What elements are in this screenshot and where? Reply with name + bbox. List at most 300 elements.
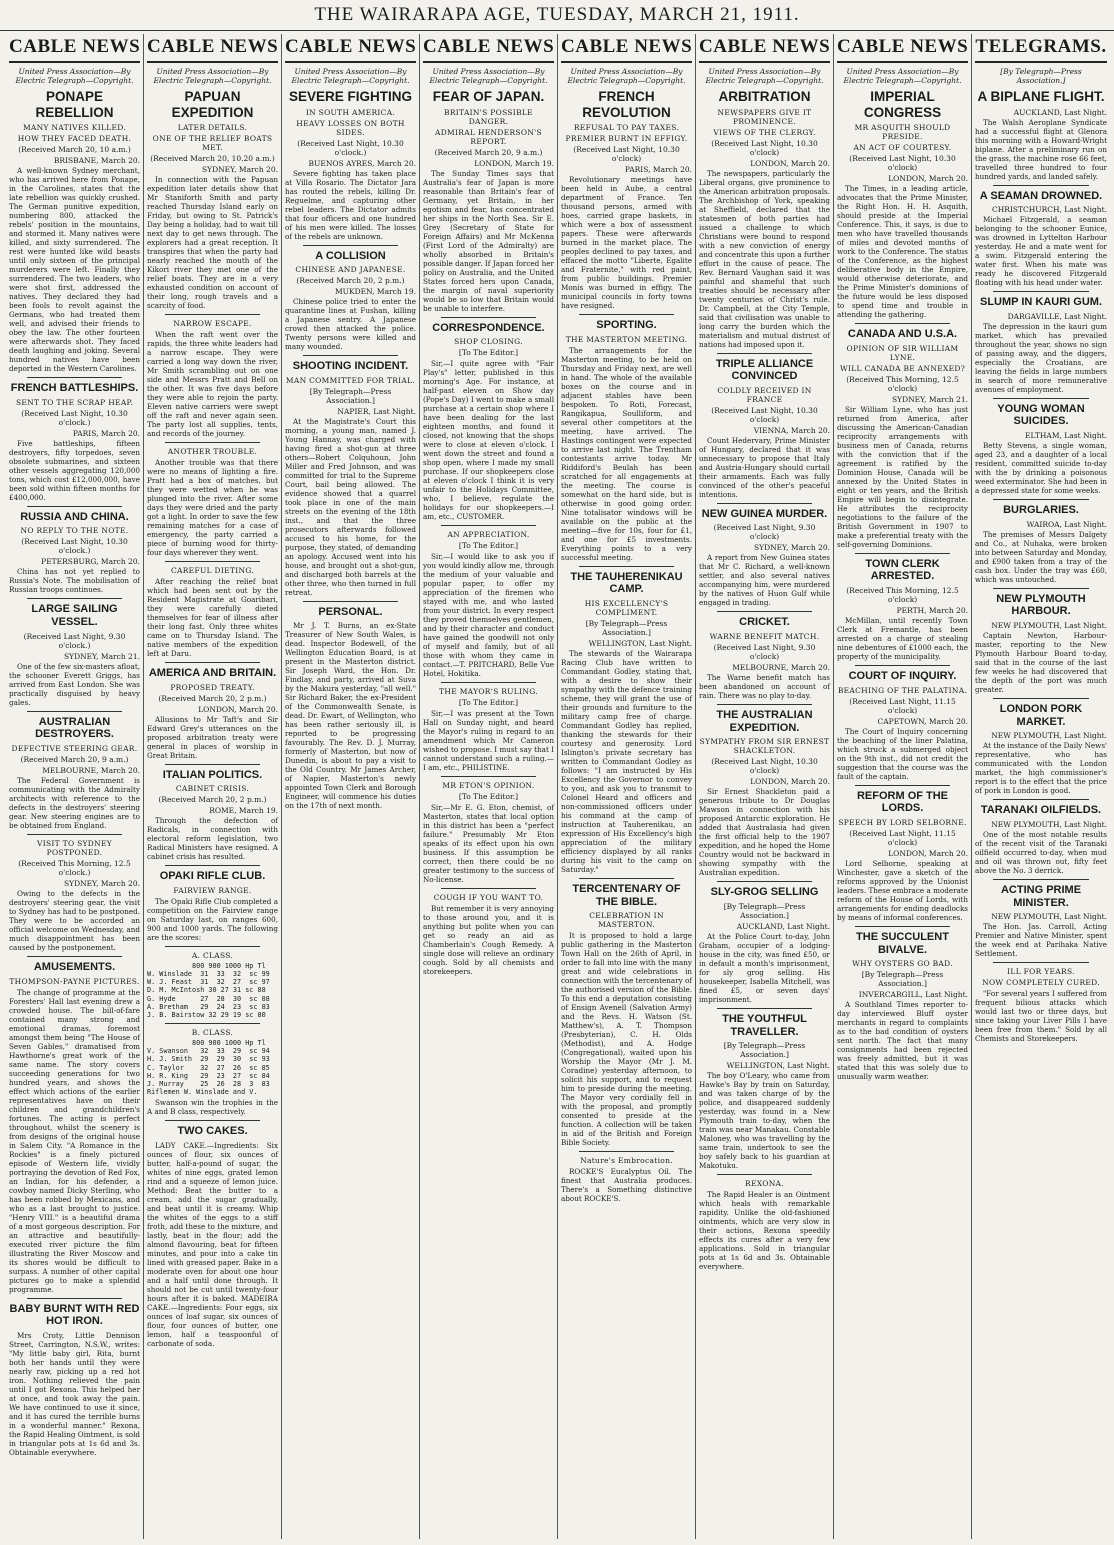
section-rule [855,665,950,666]
article-headline: PERSONAL. [318,605,383,618]
article-place: AUCKLAND, Last Night. [1013,107,1107,117]
section-rule [165,442,260,443]
section-rule [27,377,122,378]
article-place: SYDNEY, March 21. [892,394,968,404]
article-place: NAPIER, Last Night. [337,406,416,416]
article [699,1174,830,1271]
article-place: AUCKLAND, Last Night. [736,922,830,931]
article-headline: TARANAKI OILFIELDS. [980,804,1102,817]
article [9,1298,140,1457]
article [561,566,692,874]
masthead: THE WAIRARAPA AGE, TUESDAY, MARCH 21, 1911. [0,0,1114,31]
article-headline: SPORTING. [596,319,657,332]
article [423,317,554,522]
article-headline: SLY-GROG SELLING [710,886,819,899]
section-rule [165,946,260,947]
article-dateline: (Received This Morning, 12.5 o'clock.) [18,858,131,877]
section-rule [165,561,260,562]
article [561,314,692,562]
article-headline: BABY BURNT WITH RED HOT IRON. [9,1302,140,1328]
article-subhead: A. CLASS. [191,950,234,960]
article [699,611,830,700]
article [147,1120,278,1348]
article [837,926,968,1081]
section-rule [165,662,260,663]
article-place: NEW PLYMOUTH, Last Night. [991,731,1107,741]
article-dateline: [By Telegraph—Press Association.] [723,902,806,920]
article [9,377,140,502]
article-body: Captain Newton, Harbour-master, reporting to the New Plymouth Harbour Board to-day, said that in the course of the last few weeks he had discovered that the depth of the port was much greater. [975,631,1107,694]
article-dateline: (Received Last Night, 9.30 o'clock.) [23,631,126,650]
article-subhead: DEFECTIVE STEERING GEAR. [11,743,138,753]
article [699,1008,830,1170]
section-rule [27,598,122,599]
article [147,764,278,862]
article [423,525,554,678]
section-rule [579,314,674,315]
column-head: CABLE NEWS [285,34,416,63]
article-dateline: [To The Editor.] [458,698,519,708]
section-rule [303,355,398,356]
section-rule [27,834,122,835]
article [423,89,554,313]
article-body: China has not yet replied to Russia's Note. The mobilisation of Russian troops continues. [9,567,140,595]
section-rule [579,566,674,567]
press-credit: United Press Association—By Electric Telegraph—Copyright. [153,67,272,85]
article-subhead: MR ASQUITH SHOULD PRESIDE. [854,123,951,142]
article-dateline: (Received Last Night, 11.15 o'clock) [849,828,956,847]
article-headline: CANADA AND U.S.A. [847,328,958,341]
article-dateline: (Received March 20, 9 a.m.) [434,147,543,157]
press-credit: United Press Association—By Electric Telegraph—Copyright. [15,67,134,85]
column-head: CABLE NEWS [147,34,278,63]
article-headline: TERCENTENARY OF THE BIBLE. [572,882,681,908]
article-body: At the instance of the Daily News' representative, who has communicated with the London market, the high commissioner's report is to the effect that the price of pork in London is good. [975,741,1107,796]
article-subhead: PROPOSED TREATY. [170,682,255,692]
article-subhead: SYMPATHY FROM SIR ERNEST SHACKLETON. [699,737,830,756]
press-credit: United Press Association—By Electric Telegraph—Copyright. [705,67,824,85]
article-body: The Rapid Healer is an Ointment which heals with remarkable rapidity. Unlike the old-fashioned ointments, which are very slow in their actions, Rexona speedily effects its cures after a very few applications. Sold in triangular pots at 1s 6d and 3s. Obtainable everywhere. [699,1190,830,1272]
article-dateline: (Received March 20, 2 p.m.) [296,276,405,286]
article-place: NEW PLYMOUTH, Last Night. [991,819,1107,829]
article-headline: OPAKI RIFLE CLUB. [159,870,266,883]
section-rule [441,776,536,777]
article-place: SYDNEY, March 20. [754,543,830,553]
article-body: One of the few six-masters afloat, the schooner Everett Griggs, has arrived from East London. She was practically disguised by heavy gales. [9,661,140,707]
article-subhead: MAN COMMITTED FOR TRIAL. [285,375,416,385]
article-headline: IMPERIAL CONGRESS [863,89,942,120]
article-body: A Southland Times reporter to-day interviewed Bluff oyster merchants in regard to complaints as to the bad condition of oysters sent north. The fact that many consignments had been rejected was freely admitted, but it was stated that this was solely due to unusually warm weather. [837,1000,968,1082]
article-body: The Walsh Aeroplane Syndicate had a successful flight at Glenora this morning with a Howard-Wright biplane. After a preliminary run on the grass, the machine rose 66 feet, travelled three hundred to four hundred yards, and landed safely. [975,117,1107,181]
article-subhead: CELEBRATION IN MASTERTON. [589,911,664,930]
article-headline: PAPUAN EXPEDITION [171,89,254,120]
article-subhead-2: VIEWS OF THE CLERGY. [713,127,816,137]
article-headline: A COLLISION [315,249,386,262]
article-body: It is proposed to hold a large public gathering in the Masterton Town Hall on the 26th of April, in order to fall into line with the many great and wide celebrations in connection with the tercentenary of the authorised version of the Bible. To this end a deputation consisting of Ensign Avenell (Salvation Army) and the Revs. H. Watson (St. Matthew's), A. T. Thompson (Presbyterian), C. H. Olds (Methodist), and A. Hodge (Congregational), waited upon his Worship the Mayor (Mr J. M. Coradine) yesterday afternoon, to solicit his support, and to request him to preside during the meeting. The Mayor very cordially fell in with the proposal, and promptly consented to preside at the function. A collection will be taken in aid of the British and Foreign Bible Society. [561,931,692,1148]
article-subhead: WARNE BENEFIT MATCH. [709,632,820,642]
article-place: WELLINGTON, Last Night. [588,638,692,648]
article-subhead: NARROW ESCAPE. [173,319,252,329]
article-body: But remember it is very annoying to those around you, and it is anything but polite when you can get so ready an aid as Chamberlain's Cough Remedy. A single dose will relieve an ordinary cough. Sold by all chemists and storekeepers. [423,904,554,977]
article-body: Revolutionary meetings have been held in Aube, a central department of France. Ten thousand persons, armed with hoes, carried grape baskets, in which were a box of assessment papers. These were afterwards burned in the market place. The peoples declined to pay taxes, and effaced the motto "Liberte, Egalite and Fraternite," with red paint, from public buildings. Premier Monis was burned in effigy. The municipal councils in forty towns have resigned. [561,175,692,311]
article-subhead: CABINET CRISIS. [175,784,250,794]
article-body: One of the most notable results of the recent visit of the Taranaki oilfield occurred to-day, when mud and oil was thrown out, fifty feet above the No. 3 derrick. [975,829,1107,875]
article-dateline: (Received Last Night, 10.30 o'clock.) [21,537,128,556]
article-subhead: THOMPSON-PAYNE PICTURES. [9,976,140,986]
section-rule [855,553,950,554]
article-headline: ARBITRATION [718,89,811,104]
article-subhead: OPINION OF SIR WILLIAM LYNE. [846,343,959,362]
article-place: PERTH, March 20. [896,605,968,615]
article-headline: THE YOUTHFUL TRAVELLER. [722,1013,807,1038]
article-dateline: (Received March 20, 10.20 a.m.) [150,154,275,164]
article [975,398,1107,495]
section-rule [993,499,1089,500]
press-credit: United Press Association—By Electric Telegraph—Copyright. [567,67,686,85]
section-rule [165,764,260,765]
article [147,89,278,310]
article-body: A well-known Sydney merchant, who has arrived here from Ponape, in the Carolines, states that the late rebellion was quickly crushed. The German punitive expedition, numbering 800, attacked the rebels' position in the mountains, and stormed it. Many natives were killed, and sixty surrendered. The rest were hunted like wild beasts until only sixteen of the principal murderers were left. Finally they surrendered. The two leaders, who were shot first, addressed the natives. They declared they had been fools to revolt against the Germans, who had treated them well, and advised their friends to obey the law. The other fourteen were afterwards shot. They faced death laughing and joking. Several hundred natives have been deported in the Western Carolines. [9,166,140,374]
article [9,506,140,595]
article [285,355,416,597]
article-headline: BURGLARIES. [1003,504,1079,517]
article-dateline: [To The Editor.] [458,348,519,358]
column-2 [144,34,282,1539]
article-body: Sir,—I would like to ask you if you would kindly allow me, through the medium of your valuable and popular paper, to offer my appreciation of the firemen who stayed with me, and who lasted from your district. In every respect they proved themselves gentlemen, and by their character and conduct have gained the goodwill not only of myself and family, but of all those with whom they came in contact.—T. PRITCHARD, Belle Vue Hotel, Hokitika. [423,552,554,679]
article-headline: AUSTRALIAN DESTROYERS. [35,715,114,741]
article-headline: TOWN CLERK ARRESTED. [865,557,940,583]
article-place: SYDNEY, March 21. [64,651,140,661]
article-headline: SLUMP IN KAURI GUM. [979,296,1103,309]
article-subhead: COUGH IF YOU WANT TO. [433,893,544,903]
article-place: VIENNA, March 20. [753,425,830,435]
section-rule [993,588,1089,589]
article-place: LONDON, March 20. [198,704,278,714]
section-rule [855,323,950,324]
article-body: After reaching the relief boat which had been sent out by the Resident Magistrate at Goaribari, they were carefully dieted themselves for fear of illness after their long fast. Only three whites came on to Thursday Island. The native members of the expedition left at Daru. [147,577,278,659]
column-head: CABLE NEWS [561,34,692,63]
article [699,89,830,349]
column-head: TELEGRAMS. [975,34,1107,63]
article-place: MELBOURNE, March 20. [732,663,830,673]
article-subhead-2: ONE OF THE RELIEF BOATS MET. [152,134,273,153]
article-dateline: (Received Last Night, 10.30 o'clock) [711,757,818,776]
article-place: CHRISTCHURCH, Last Night. [991,205,1107,215]
section-rule [441,888,536,889]
article-place: MUKDEN, March 19. [334,287,416,297]
section-rule [27,1298,122,1299]
article-subhead: FAIRVIEW RANGE. [173,885,252,895]
article-headline: FRENCH BATTLESHIPS. [10,382,139,395]
article-subhead-2: AN ACT OF COURTESY. [853,143,952,153]
column-5 [558,34,696,1539]
article [837,553,968,661]
article-body: At the Police Court to-day, John Graham, occupier of a lodging-house in the city, was fined £50, or in default a month's imprisonment, for sly grog selling. His housekeeper, Isabella Mitchell, was fined £5, or seven days' imprisonment. [699,932,830,1004]
article-place: BUENOS AYRES, March 20. [308,158,416,168]
article-dateline: [To The Editor.] [458,792,519,802]
article-dateline: (Received Last Night, 10.30 o'clock) [573,145,680,164]
article-subhead: WHY OYSTERS GO BAD. [852,959,953,969]
article-body: The premises of Messrs Dalgety and Co., at Nuhaka, were broken into between Saturday and Monday, and £900 taken from a tray of the cash box. Under the tray was £60, which was untouched. [975,529,1107,584]
article-headline: THE TAUHERENIKAU CAMP. [570,570,683,596]
article-headline: A SEAMAN DROWNED. [979,189,1103,202]
article-place: PARIS, March 20. [72,428,140,438]
section-rule [165,314,260,315]
article-body: A report from New Guinea states that Mr C. Richard, a well-known settler, and also several natives accompanying him, were murdered by the natives of Huon Gulf while engaged in trading. [699,553,830,608]
article-subhead: MR ETON'S OPINION. [442,781,535,791]
press-credit: United Press Association—By Electric Telegraph—Copyright. [429,67,548,85]
article [9,89,140,373]
article-body: "For several years I suffered from frequent bilious attacks which would last two or three days, but since taking your Liver Pills I have been free from them." Sold by all Chemists and Storekeepers. [975,989,1107,1044]
article-subhead: SHOP CLOSING. [454,337,523,347]
article-dateline: (Received March 20, 10 a.m.) [18,145,131,155]
article-body: The stewards of the Wairarapa Racing Club have written to Commandant Godley, stating that, with a desire to show their sympathy with the defence training scheme, they will grant the use of their grounds and furniture to the military camp free of charge. Commandant Godley has replied, thanking the stewards for their courtesy and generosity. Lord Islington's private secretary has written to Commandant Godley as follows: "I am instructed by His Excellency the Governor to convey to you, and ask you to transmit to Colonel Heard and officers and non-commissioned officers under his command at the camp of instruction at Tauherenikau, an expression of His Excellency's high appreciation of the military efficiency displayed by all ranks during his visit to the camp on Saturday." [561,648,692,874]
article-dateline: (Received March 20, 2 p.m.) [158,693,267,703]
article [975,879,1107,958]
article [423,682,554,772]
article-dateline: [To The Editor.] [458,541,519,551]
article [837,323,968,549]
article-place: PETERSBURG, March 20. [41,557,140,567]
article-body: The Hon. Jas. Carroll, Acting Premier and Native Minister, spent the week end at Parihaka Native Settlement. [975,922,1107,959]
article-body: The Opaki Rifle Club completed a competition on the Fairview range on Saturday last, on ranges 600, 900 and 1000 yards. The following are the scores: [147,896,278,942]
section-rule [717,1008,812,1009]
article [423,888,554,976]
column-7 [834,34,972,1539]
article-place: INVERCARGILL, Last Night. [858,990,968,1000]
article-headline: REFORM OF THE LORDS. [856,789,949,815]
article-headline: AMERICA AND BRITAIN. [148,667,277,680]
article-body: Mr J. T. Burns, an ex-State Treasurer of New South Wales, is dead. Inspector Bodewell, of the Wellington Education Board, is at present in the Masterton district. Sir Joseph Ward, the Hon. Dr. Findlay, and party, arrived at Suva by the Makura yesterday, "all well." Sir Richard Baker, the ex-President of the Commonwealth Senate, is dead. Dr. Ewart, of Wellington, who has been rather seriously ill, is reported to be progressing favourably. The Rev. D. J. Murray, formerly of Masterton, but now of Dunedin, is about to pay a visit to the Old Country. Mr James Archer, of Napier, Masterton's newly appointed Town Clerk and Borough Engineer, will commence his duties on the 17th of next month. [285,621,416,811]
article-headline: COURT OF INQUIRY. [848,669,957,682]
article-dateline: (Received Last Night, 10.30 o'clock) [849,154,956,173]
article-dateline: (Received Last Night, 9.30 o'clock) [713,643,816,662]
article-body: ROCKE'S Eucalyptus Oil. The finest that Australia produces. There's a Something distinctive about ROCKE'S. [561,1167,692,1204]
article-subhead-2: NOW COMPLETELY CURED. [982,978,1100,988]
article-body: Sir William Lyne, who has just returned from America, after discussing the American-Canadian reciprocity arrangements with business men of Canada, returns with the conviction that if the agreement is ratified by the Dominion House, Canada will be annexed by the United States in eight or ten years, and the British Empire will begin to disintegrate. He attributes the reciprocity negotiations to the failure of the British Government in 1907 to make a preferential treaty with the self-governing Dominions. [837,404,968,549]
article-place: BRISBANE, March 20. [53,156,140,166]
section-rule [165,1120,260,1121]
article-place: LONDON, March 19. [474,158,554,168]
article-subhead-2: ADMIRAL HENDERSON'S REPORT. [435,127,542,146]
article [423,776,554,884]
article-headline: TRIPLE ALLIANCE CONVINCED [715,357,814,383]
article-place: LONDON, March 20. [888,174,968,184]
article-body: The boy O'Leary, who came from Hawke's Bay by train on Saturday, and was taken charge of by the police, and disappeared suddenly yesterday, was found in a New Plymouth train to-day, when the train was near Manakau. Constable Maloney, who was travelling by the same train, undertook to see the boy safely back to his guardian at Makotuku. [699,1071,830,1171]
article-place: DARGAVILLE, Last Night. [1007,311,1107,321]
section-rule [579,878,674,879]
section-rule [717,353,812,354]
section-rule [717,1174,812,1175]
article [699,881,830,1004]
section-rule [27,711,122,712]
section-rule [441,682,536,683]
article-subhead: B. CLASS. [191,1028,234,1038]
article-dateline: [By Telegraph—Press Association.] [723,1041,806,1060]
section-rule [993,962,1089,963]
section-rule [27,956,122,957]
article-headline: CRICKET. [739,616,790,629]
column-1 [6,34,144,1539]
article-subhead-2: PREMIER BURNT IN EFFIGY. [565,134,688,144]
article-subhead-2: HOW THEY FACED DEATH. [17,134,132,144]
article [699,704,830,877]
article-dateline: (Received March 20, 2 p.m.) [158,795,267,805]
article-subhead: REFUSAL TO PAY TAXES. [573,123,680,133]
section-rule [993,799,1089,800]
article [837,89,968,319]
press-credit: United Press Association—By Electric Telegraph—Copyright. [291,67,410,85]
article-place: SYDNEY, March 20. [64,878,140,888]
article-headline: NEW PLYMOUTH HARBOUR. [996,592,1086,618]
article-body: The Sunday Times says that Australia's fear of Japan is more reasonable than Britain's fear of Germany, yet Britain, in her egotism and fear, has concentrated her ships in the North Sea. Sir E. Grey (Secretary of State for Foreign Affairs) and Mr McKenna (First Lord of the Admiralty) are wholly absorbed in Britain's possible danger. If Japan forced her policy on Australia, and the United States forced hers upon Canada, the margin of naval superiority would be so low that Britain would be unable to interfere. [423,168,554,313]
article-subhead: LATER DETAILS. [177,123,248,133]
article [837,785,968,922]
article-dateline: (Received Last Night, 10.30 o'clock.) [21,408,128,427]
article [147,662,278,760]
article-subhead: CAREFUL DIETING. [170,566,255,576]
section-rule [303,245,398,246]
article-place: MELBOURNE, March 20. [42,765,140,775]
article-body: The Warne benefit match has been abandoned on account of rain. There was no play to-day. [699,673,830,701]
article-dateline: [By Telegraph—Press Association.] [861,970,944,989]
article-body: The depression in the kauri gum market, which has prevailed throughout the year, shows no sign of passing away, and the diggers, especially the Croatians, are leaving the fields in large numbers in search of more remunerative avenues of employment. [975,321,1107,394]
article-body: Mrs Croty, Little Dennison Street, Carrington, N.S.W., writes: "My little baby girl, Rita, burnt both her hands until they were nearly raw, picking up a red hot iron. Nothing relieved the pain until I got Rexona. This helped her at once, and took away the pain. We have continued to use it since, and it has cured the terrible burns in a wonderful manner." Rexona, the Rapid Healing Ointment, is sold in triangular pots at 1s 6d and 3s. Obtainable everywhere. [9,1330,140,1457]
section-rule [579,1151,674,1152]
section-rule [717,611,812,612]
article-dateline: (Received Last Night, 10.30 o'clock.) [297,138,404,157]
article-headline: A BIPLANE FLIGHT. [977,89,1105,104]
article [975,698,1107,795]
article [975,588,1107,694]
section-rule [993,398,1089,399]
section-rule [993,291,1089,292]
article [147,1023,278,1116]
article-place: ELTHAM, Last Night. [1025,431,1107,441]
article-headline: PONAPE REBELLION [35,89,114,120]
section-rule [717,503,812,504]
article-headline: FEAR OF JAPAN. [432,89,545,104]
column-head: CABLE NEWS [423,34,554,63]
article-body: Owing to the defects in the destroyers' steering gear, the visit to Sydney has had to be postponed. They were to be accorded an official welcome on Wednesday, and much disappointment has been caused by the postponement. [9,888,140,952]
article-headline: AMUSEMENTS. [33,960,116,973]
article-subhead: BEACHING OF THE PALATINA. [837,685,968,695]
article-body: The Court of Inquiry concerning the beaching of the liner Palatina, which struck a submerged object on the 9th inst., did not credit the suggestion that the course was the fault of the captain. [837,726,968,781]
column-3 [282,34,420,1539]
article [285,601,416,811]
article-subhead: ANOTHER TROUBLE. [167,447,258,457]
press-credit: [By Telegraph—Press Association.] [1000,67,1082,85]
article-dateline: (Received Last Night, 9.30 o'clock) [713,523,816,542]
section-rule [717,881,812,882]
article [285,89,416,241]
article [975,185,1107,288]
article-headline: NEW GUINEA MURDER. [701,507,828,520]
column-head: CABLE NEWS [837,34,968,63]
article-subhead: COLDLY RECEIVED IN FRANCE [717,385,812,404]
article-body: The Federal Government is communicating with the Admiralty architects with reference to the defects in the destroyers' steering gear. New steering engines are to be obtained from England. [9,775,140,830]
article-body: Allusions to Mr Taft's and Sir Edward Grey's utterances on the proposed arbitration treaty were general in places of worship in Great Britain. [147,714,278,760]
article-subhead: VISIT TO SYDNEY POSTPONED. [37,838,112,857]
article-dateline: [By Telegraph—Press Association.] [585,618,668,637]
article [147,946,278,1019]
article-subhead: REXONA. [745,1179,784,1189]
article-headline: ACTING PRIME MINISTER. [1000,883,1082,909]
article-subhead: THE MAYOR'S RULING. [439,687,538,697]
article-place: WAIROA, Last Night. [1026,519,1107,529]
article-subhead: NEWSPAPERS GIVE IT PROMINENCE. [717,107,812,126]
article-place: PARIS, March 20. [624,165,692,175]
article-headline: RUSSIA AND CHINA. [20,510,129,523]
section-rule [165,1023,260,1024]
article-body: Michael Fitzgerald, a seaman belonging to the schooner Eunice, was drowned in Lyttelton Harbour yesterday. He and a mate went for a swim. Fitzgerald entering the water first. When his mate was ready he discovered Fitzgerald floating with his head under water. [975,215,1107,288]
article [9,598,140,706]
article-place: LONDON, March 20. [888,848,968,858]
article-headline: ITALIAN POLITICS. [162,768,263,781]
article-body: Swanson win the trophies in the A and B class, respectively. [147,1098,278,1117]
article [9,834,140,952]
article [147,865,278,942]
article-subhead: CHINESE AND JAPANESE. [295,265,406,275]
article-subhead: SENT TO THE SCRAP HEAP. [15,397,134,407]
section-rule [27,506,122,507]
article-subhead: Nature's Embrocation. [580,1156,673,1166]
section-rule [993,698,1089,699]
article-subhead: SPEECH BY LORD SELBORNE. [838,817,967,827]
article [9,711,140,830]
article-body: McMillan, until recently Town Clerk at Fremantle, has been arrested on a charge of stealing nine debentures of £1000 each, the property of the municipality. [837,615,968,661]
article-headline: FRENCH REVOLUTION [582,89,671,120]
article-subhead: HIS EXCELLENCY'S COMPLIMENT. [584,598,669,617]
column-8 [972,34,1110,1539]
article-place: WELLINGTON, Last Night. [726,1061,830,1071]
article-headline: THE SUCCULENT BIVALVE. [856,930,949,956]
section-rule [855,785,950,786]
press-credit: United Press Association—By Electric Telegraph—Copyright. [843,67,962,85]
article [975,962,1107,1043]
section-rule [441,317,536,318]
article [561,89,692,310]
article-place: CAPETOWN, March 20. [877,716,968,726]
article-dateline: (Received Last Night, 10.30 o'clock) [711,138,818,157]
column-head: CABLE NEWS [9,34,140,63]
article-body: When the raft went over the rapids, the three white leaders had a narrow escape. They were carried a long way down the river, Mr Smith scrambling out on one side and Messrs Pratt and Bell on the other. It was five days before they were able to rejoin the party. Eleven native carriers were swept off the raft and never again seen. The party lost all supplies, tents, and records of the journey. [147,330,278,439]
article [561,1151,692,1203]
article-headline: LARGE SAILING VESSEL. [31,603,118,628]
column-head: CABLE NEWS [699,34,830,63]
article [9,956,140,1294]
article-subhead: IN SOUTH AMERICA. [305,107,396,117]
article-body: The Times, in a leading article, advocates that the Prime Minister, the Right Hon. H. H. Asquith, should preside at the Imperial Conference. This, it says, is due to men who have travelled thousands of miles and devoted months of work to the Conference. The status of the Conference, as the highest deliberative body in the Empire, would otherwise deteriorate, and the Prime Minister's dominions of the future would be less disposed to spend time and trouble in attending the gathering. [837,184,968,320]
article-headline: SEVERE FIGHTING [288,89,413,104]
article-body: In connection with the Papuan expedition later details show that Mr Staniforth Smith and party reached Thursday Island early on Friday, but owing to St. Patrick's Day being a holiday, had to wait till next day to get news through. The explorers had a great reception. It transpires that when the party had nearly reached the mouth of the Kikori river they met one of the relief boats. They are in a very exhausted condition on account of their long, rough travels and a scarcity of food. [147,175,278,311]
article-body: Sir,—I quite agree with "Fair Play's" letter, published in this morning's Age. For instance, at half-past eleven on Show day (Pope's Day) I went to make a small purchase at a certain shop where I have been dealing for the last eighteen months, and found it closed, not knowing that the shops were to close at eleven o'clock. I went down the street and found a shop open, where I made my small purchase. If our shopkeepers close at eleven o'clock I think it is very unfair to the Holidays Committee, who, I believe, regulate the holidays for our shopkeepers.—I am, etc., CUSTOMER. [423,359,554,522]
article-dateline: (Received March 20, 9 a.m.) [20,754,129,764]
article-headline: CORRESPONDENCE. [432,321,545,334]
article-place: ROME, March 19. [209,806,278,816]
article [285,245,416,352]
article-place: NEW PLYMOUTH, Last Night. [991,912,1107,922]
article-headline: THE AUSTRALIAN EXPEDITION. [716,709,813,734]
score-table: 800 900 1000 Hp Tl V. Swanson 32 33 29 sc 94 H. J. Smith 29 29 30 sc 93 C. Taylor 32 27 26 sc 85 H. R. King 29 23 27 sc 84 J. Murray 25 26 28 3 83 Riflemen W. Winslade and V. [147,1039,270,1096]
article-subhead: MANY NATIVES KILLED. [22,123,127,133]
article-subhead: AN APPRECIATION. [447,530,530,540]
article-body: Through the defection of Radicals, in connection with electoral reform legislation, two Radical Ministers have resigned. A cabinet crisis has resulted. [147,816,278,862]
article-headline: LONDON PORK MARKET. [999,703,1083,728]
article-body: Another trouble was that there were no means of lighting a fire. Pratt had a box of matches, but they were wetted when he was plunged into the river. After some days they were dried and the party got a light. In order to save the few remaining matches for a case of emergency, the party carried a piece of burning wood for thirty-four days wherever they went. [147,458,278,558]
article-body: LADY CAKE.—Ingredients: Six ounces of flour, six ounces of butter, half-a-pound of sugar, the whites of nine eggs, grated lemon rind and a squeeze of lemon juice. Method: Beat the butter to a cream, add the sugar gradually, and beat until it is creamy. Whip the whites of the eggs to a stiff froth, add these to the mixture, and lastly, beat in the flour; add the almond flavouring, beat for fifteen minutes, and pour into a cake tin lined with greased paper. Bake in a moderate oven for about one hour and a half until done through. It should not be cut until twenty-four hours after it is baked. MADEIRA CAKE.—Ingredients: Four eggs, six ounces of loaf sugar, six ounces of flour, four ounces of butter, one lemon, half a teaspoonful of carbonate of soda. [147,1140,278,1348]
article [147,561,278,658]
